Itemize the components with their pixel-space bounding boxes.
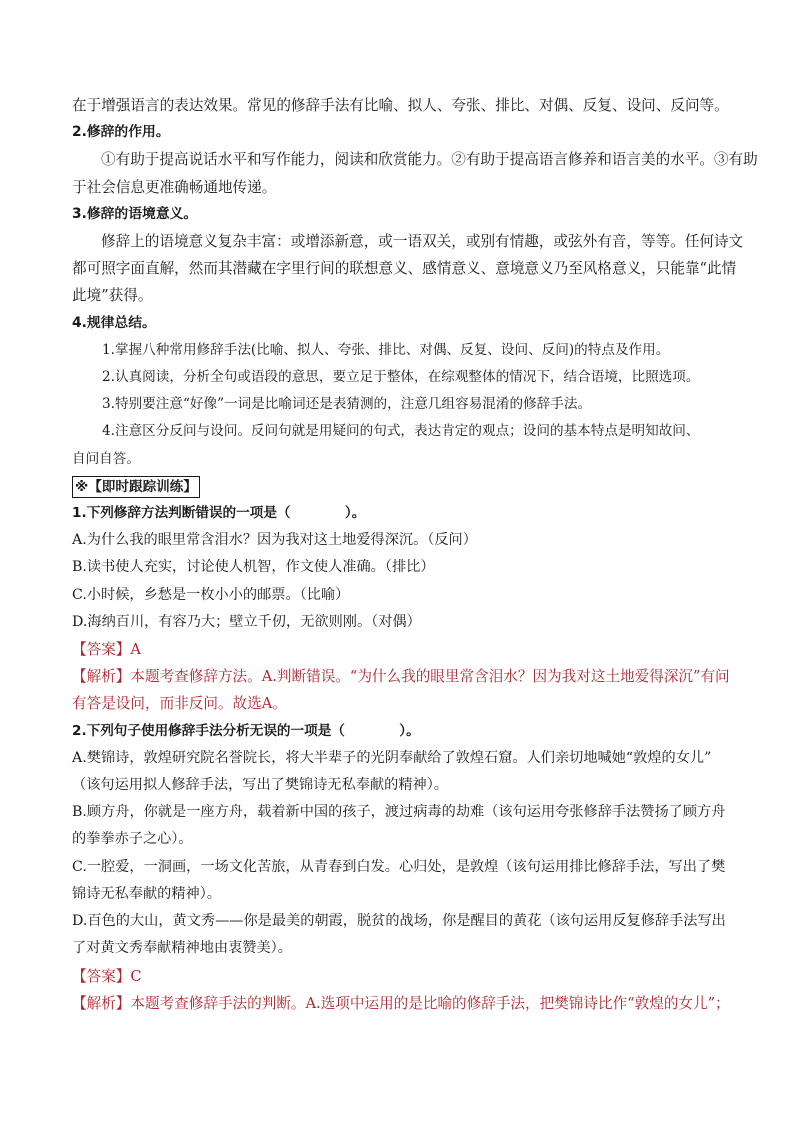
- answer-tag: 【答案】: [72, 641, 131, 659]
- question-1-option-c: C.小时候，乡愁是一枚小小的邮票。（比喻）: [72, 586, 350, 603]
- question-1-stem: 1.下列修辞方法判断错误的一项是（ ）。: [72, 505, 366, 522]
- question-2-option-a-cont: （该句运用拟人修辞手法，写出了樊锦诗无私奉献的精神）。: [72, 777, 448, 794]
- question-2-option-b-cont: 的拳拳赤子之心）。: [72, 831, 193, 848]
- question-1-answer: [72, 636, 724, 663]
- question-2-option-d: D.百色的大山，黄文秀——你是最美的朝霞，脱贫的战场，你是醒目的黄花（该句运用反复修辞手法写出: [72, 913, 726, 930]
- rule-item-4: 4.注意区分反问与设问。反问句就是用疑问的句式，表达肯定的观点；设问的基本特点是明知故问、: [102, 423, 700, 440]
- question-1-analysis: [72, 663, 730, 690]
- answer-tag: 【答案】: [72, 967, 131, 985]
- question-2-answer: [72, 963, 724, 990]
- heading-rules-summary: 4.规律总结。: [72, 314, 156, 331]
- rule-item-3: 3.特别要注意“好像”一词是比喻词还是表猜测的，注意几组容易混淆的修辞手法。: [102, 396, 592, 413]
- answer-value: A: [130, 641, 141, 659]
- question-1-option-a: A.为什么我的眼里常含泪水？因为我对这土地爱得深沉。（反问）: [72, 532, 477, 549]
- question-2-analysis: [72, 990, 730, 1017]
- analysis-text: 本题考查修辞方法。A.判断错误。“为什么我的眼里常含泪水？因为我对这土地爱得深沉”有问: [130, 668, 730, 686]
- question-2-option-c: C.一腔爱，一洞画，一场文化苦旅，从青春到白发。心归处，是敦煌（该句运用排比修辞手法，写出了樊: [72, 858, 726, 875]
- answer-value: C: [130, 967, 142, 985]
- paragraph-function-2: 于社会信息更准确畅通地传递。: [72, 178, 277, 196]
- rule-item-2: 2.认真阅读，分析全句或语段的意思，要立足于整体，在综观整体的情况下，结合语境，比照选项。: [102, 369, 700, 386]
- question-1-analysis-cont: 有答是设问，而非反问。故选A。: [72, 695, 287, 713]
- question-2-option-c-cont: 锦诗无私奉献的精神）。: [72, 885, 221, 902]
- question-2-stem: 2.下列句子使用修辞手法分析无误的一项是（ ）。: [72, 722, 420, 739]
- analysis-text: 本题考查修辞手法的判断。A.选项中运用的是比喻的修辞手法，把樊锦诗比作“敦煌的女儿”；: [130, 994, 730, 1012]
- section-title: ※【即时跟踪训练】: [72, 476, 200, 498]
- question-1-option-b: B.读书使人充实，讨论使人机智，作文使人准确。（排比）: [72, 559, 435, 576]
- question-1-option-d: D.海纳百川，有容乃大；壁立千仞，无欲则刚。（对偶）: [72, 613, 421, 630]
- paragraph-context-3: 此境”获得。: [72, 287, 153, 305]
- paragraph-function-1: ①有助于提高说话水平和写作能力，阅读和欣赏能力。②有助于提高语言修养和语言美的水平。③有助: [101, 151, 758, 169]
- intro-line: 在于增强语言的表达效果。常见的修辞手法有比喻、拟人、夸张、排比、对偶、反复、设问、反问等。: [72, 97, 729, 114]
- heading-context-meaning: 3.修辞的语境意义。: [72, 205, 198, 222]
- analysis-tag: 【解析】: [72, 668, 131, 686]
- rule-item-1: 1.掌握八种常用修辞手法(比喻、拟人、夸张、排比、对偶、反复、设问、反问)的特点及作用。: [102, 341, 670, 358]
- question-2-option-b: B.顾方舟，你就是一座方舟，载着新中国的孩子，渡过病毒的劫难（该句运用夸张修辞手法赞扬了顾方舟: [72, 804, 726, 821]
- heading-rhetoric-function: 2.修辞的作用。: [72, 124, 170, 141]
- rule-item-4-cont: 自问自答。: [72, 450, 140, 467]
- paragraph-context-1: 修辞上的语境意义复杂丰富：或增添新意，或一语双关，或别有情趣，或弦外有音，等等。任何诗文: [101, 233, 744, 251]
- document-page: [72, 92, 758, 1017]
- question-2-option-d-cont: 了对黄文秀奉献精神地由衷赞美）。: [72, 940, 292, 957]
- question-2-option-a: A.樊锦诗，敦煌研究院名誉院长，将大半辈子的光阴奉献给了敦煌石窟。人们亲切地喊她“敦煌的女儿”: [72, 749, 712, 766]
- paragraph-context-2: 都可照字面直解，然而其潜藏在字里行间的联想意义、感情意义、意境意义乃至风格意义，只能靠“此情: [72, 260, 737, 278]
- analysis-tag: 【解析】: [72, 994, 131, 1012]
- section-header-row: [72, 473, 724, 500]
